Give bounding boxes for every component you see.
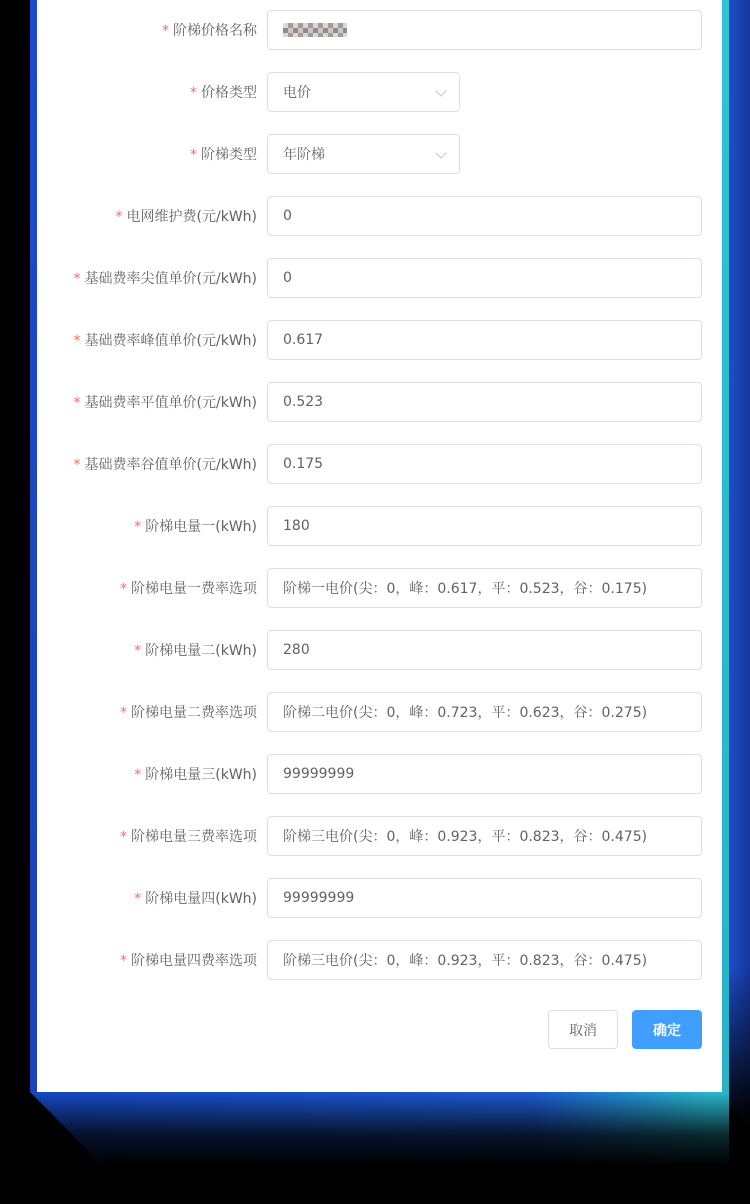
tier4-energy-input[interactable] — [267, 878, 702, 918]
field-label — [37, 888, 267, 908]
form-row — [37, 754, 722, 794]
screen-frame-left-edge — [30, 0, 37, 1092]
field-label-text: 阶梯电量二(kWh) — [145, 643, 257, 659]
base-rate-sharp-price-input[interactable] — [267, 258, 702, 298]
grid-maintenance-fee-input[interactable] — [267, 196, 702, 236]
required-asterisk: * — [120, 581, 127, 597]
form-row — [37, 196, 722, 236]
form-row — [37, 444, 722, 484]
required-asterisk: * — [73, 333, 81, 349]
screen-frame-bottom-edge — [30, 1092, 729, 1170]
tier-type-select[interactable] — [267, 134, 460, 174]
field-label-text: 阶梯电量一(kWh) — [145, 519, 257, 535]
tier1-energy-input[interactable] — [267, 506, 702, 546]
field-label — [37, 206, 267, 226]
field-label — [37, 20, 267, 40]
tier1-rate-option-input[interactable] — [267, 568, 702, 608]
required-asterisk: * — [162, 23, 169, 39]
chevron-down-icon — [435, 147, 446, 158]
tier4-rate-option-input[interactable] — [267, 940, 702, 980]
required-asterisk: * — [190, 85, 197, 101]
field-label — [37, 764, 267, 784]
form-row — [37, 134, 722, 174]
field-label-text: 阶梯电量四(kWh) — [145, 891, 257, 907]
field-label — [37, 640, 267, 660]
field-label — [37, 826, 267, 846]
field-label-text: 阶梯电量二费率选项 — [131, 705, 257, 721]
tier2-rate-option-input[interactable] — [267, 692, 702, 732]
required-asterisk: * — [134, 891, 142, 907]
confirm-button[interactable]: 确定 — [632, 1010, 702, 1049]
required-asterisk: * — [115, 209, 123, 225]
chevron-down-icon — [435, 85, 446, 96]
field-label — [37, 392, 267, 412]
form-row — [37, 816, 722, 856]
field-label — [37, 82, 267, 102]
field-label — [37, 454, 267, 474]
field-label-text: 阶梯电量三费率选项 — [131, 829, 257, 845]
required-asterisk: * — [134, 643, 142, 659]
required-asterisk: * — [120, 705, 127, 721]
tiered-price-form-panel — [37, 0, 722, 1092]
base-rate-flat-price-input[interactable] — [267, 382, 702, 422]
required-asterisk: * — [190, 147, 197, 163]
form-row — [37, 382, 722, 422]
tier3-rate-option-input[interactable] — [267, 816, 702, 856]
field-label-text: 阶梯价格名称 — [173, 23, 257, 39]
field-label — [37, 702, 267, 722]
required-asterisk: * — [73, 457, 81, 473]
screen-frame-right-outer-edge — [729, 0, 750, 1124]
base-rate-valley-price-input[interactable] — [267, 444, 702, 484]
field-label-text: 基础费率谷值单价(元/kWh) — [84, 457, 257, 473]
field-label-text: 基础费率尖值单价(元/kWh) — [84, 271, 257, 287]
tier3-energy-input[interactable] — [267, 754, 702, 794]
field-label-text: 阶梯类型 — [201, 147, 257, 163]
select-value: 电价 — [283, 85, 311, 101]
redacted-value-mosaic — [283, 23, 347, 37]
field-label-text: 阶梯电量一费率选项 — [131, 581, 257, 597]
required-asterisk: * — [73, 395, 81, 411]
field-label-text: 电网维护费(元/kWh) — [126, 209, 257, 225]
field-label-text: 阶梯电量三(kWh) — [145, 767, 257, 783]
field-label — [37, 950, 267, 970]
form-row — [37, 878, 722, 918]
form-row — [37, 568, 722, 608]
base-rate-peak-price-input[interactable] — [267, 320, 702, 360]
field-label — [37, 268, 267, 288]
tier-price-name-input[interactable] — [267, 10, 702, 50]
price-type-select[interactable] — [267, 72, 460, 112]
required-asterisk: * — [120, 953, 127, 969]
form-row — [37, 506, 722, 546]
field-label — [37, 578, 267, 598]
select-value: 年阶梯 — [283, 147, 325, 163]
field-label — [37, 516, 267, 536]
field-label-text: 基础费率峰值单价(元/kWh) — [84, 333, 257, 349]
field-label-text: 价格类型 — [201, 85, 257, 101]
form-footer — [37, 1010, 722, 1049]
form-row — [37, 940, 722, 980]
form-row — [37, 630, 722, 670]
field-label-text: 阶梯电量四费率选项 — [131, 953, 257, 969]
field-label-text: 基础费率平值单价(元/kWh) — [84, 395, 257, 411]
screen-frame-right-inner-edge — [722, 0, 729, 1092]
field-label — [37, 330, 267, 350]
form-row — [37, 258, 722, 298]
form-row — [37, 72, 722, 112]
cancel-button[interactable]: 取消 — [548, 1010, 618, 1049]
tier2-energy-input[interactable] — [267, 630, 702, 670]
required-asterisk: * — [134, 519, 142, 535]
form-row — [37, 692, 722, 732]
required-asterisk: * — [73, 271, 81, 287]
tiered-price-form — [37, 0, 722, 1049]
field-label — [37, 144, 267, 164]
required-asterisk: * — [120, 829, 127, 845]
form-row — [37, 320, 722, 360]
required-asterisk: * — [134, 767, 142, 783]
form-row — [37, 10, 722, 50]
